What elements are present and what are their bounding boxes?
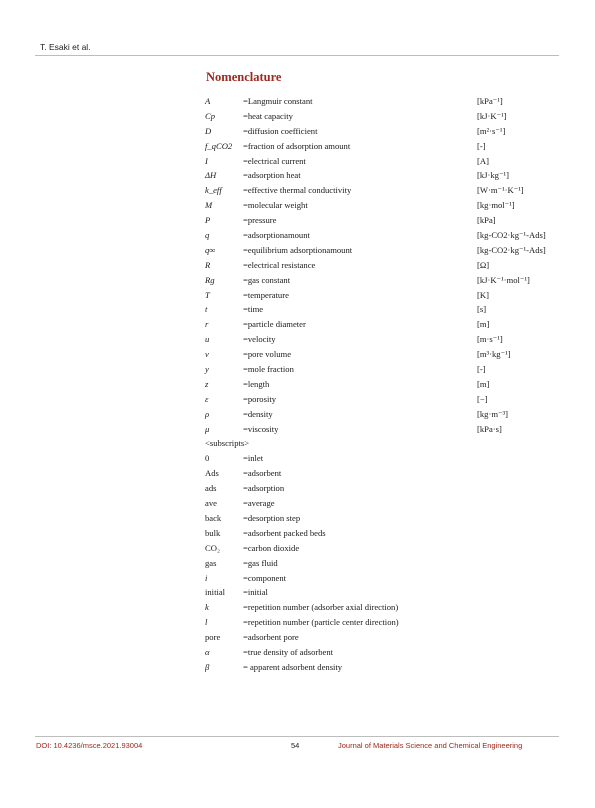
list-item <box>205 556 555 571</box>
symbol: P <box>205 215 211 226</box>
definition: =adsorbent packed beds <box>243 527 326 538</box>
unit: [kPa] <box>477 215 496 226</box>
definition: =molecular weight <box>243 200 308 211</box>
subscript: ads <box>205 483 217 494</box>
symbol: k_eff <box>205 185 222 196</box>
symbol: μ <box>205 423 210 434</box>
subscript: i <box>205 572 208 583</box>
definition: =porosity <box>243 393 277 404</box>
definition: =repetition number (adsorber axial direction) <box>243 602 399 613</box>
list-item <box>205 585 555 600</box>
subscript: gas <box>205 557 217 568</box>
definition: =fraction of adsorption amount <box>243 140 351 151</box>
definition: =adsorptionamount <box>243 230 310 241</box>
list-item <box>205 258 555 273</box>
definition: =pressure <box>243 215 277 226</box>
symbol: r <box>205 319 209 330</box>
list-item <box>205 168 555 183</box>
subscript: ave <box>205 498 217 509</box>
unit: [m] <box>477 378 490 389</box>
symbol: M <box>205 200 213 211</box>
definition: =gas fluid <box>243 557 278 568</box>
subscript: α <box>205 646 210 657</box>
definition: =average <box>243 498 275 509</box>
unit: [-] <box>477 140 486 151</box>
list-item <box>205 407 555 422</box>
definition: =adsorbent <box>243 468 282 479</box>
definition: =mole fraction <box>243 364 294 375</box>
definition: =equilibrium adsorptionamount <box>243 244 353 255</box>
unit: [kPa·s] <box>477 423 502 434</box>
list-item <box>205 183 555 198</box>
unit: [kJ·K⁻¹] <box>477 110 507 121</box>
unit: [s] <box>477 304 487 315</box>
page-number: 54 <box>291 741 300 750</box>
definition: =gas constant <box>243 274 291 285</box>
list-item <box>205 541 555 556</box>
list-item <box>205 496 555 511</box>
symbol: D <box>205 125 212 136</box>
list-item <box>205 571 555 586</box>
subscript: CO₂ <box>205 542 220 553</box>
list-item <box>205 451 555 466</box>
symbol: I <box>205 155 208 166</box>
unit: [kg-CO2·kg⁻¹-Ads] <box>477 230 546 241</box>
definition: =pore volume <box>243 349 292 360</box>
unit: [kg-CO2·kg⁻¹-Ads] <box>477 244 546 255</box>
journal-link[interactable]: Journal of Materials Science and Chemical Engineering <box>338 741 523 750</box>
list-item <box>205 481 555 496</box>
list-item <box>205 362 555 377</box>
unit: [kJ·K⁻¹·mol⁻¹] <box>477 274 530 285</box>
nomenclature-list <box>205 94 555 675</box>
definition: =effective thermal conductivity <box>243 185 352 196</box>
unit: [m³·kg⁻¹] <box>477 349 511 360</box>
definition: =temperature <box>243 289 289 300</box>
list-item <box>205 600 555 615</box>
list-item <box>205 630 555 645</box>
list-item <box>205 213 555 228</box>
list-item <box>205 511 555 526</box>
unit: [−] <box>477 393 488 404</box>
subscripts-heading <box>205 436 555 451</box>
definition: =repetition number (particle center direction) <box>243 617 399 628</box>
list-item <box>205 198 555 213</box>
unit: [kg·mol⁻¹] <box>477 200 515 211</box>
definition: =density <box>243 408 273 419</box>
unit: [A] <box>477 155 489 166</box>
footer-divider <box>35 736 559 737</box>
symbol: Cp <box>205 110 216 121</box>
symbol: q <box>205 230 210 241</box>
list-item <box>205 317 555 332</box>
definition: =carbon dioxide <box>243 542 300 553</box>
definition: =time <box>243 304 264 315</box>
definition: =component <box>243 572 287 583</box>
definition: = apparent adsorbent density <box>243 661 343 672</box>
definition: =velocity <box>243 334 276 345</box>
symbol: R <box>205 259 211 270</box>
definition: =initial <box>243 587 268 598</box>
symbol: T <box>205 289 210 300</box>
list-item <box>205 273 555 288</box>
symbol: Rg <box>205 274 215 285</box>
definition: =desorption step <box>243 512 301 523</box>
running-header-author: T. Esaki et al. <box>40 42 91 52</box>
section-title: Nomenclature <box>206 70 282 84</box>
unit: [K] <box>477 289 489 300</box>
list-item <box>205 288 555 303</box>
list-item <box>205 332 555 347</box>
header-divider <box>35 55 559 56</box>
subscript: 0 <box>205 453 210 464</box>
list-item <box>205 615 555 630</box>
subscript: l <box>205 617 208 628</box>
list-item <box>205 466 555 481</box>
list-item <box>205 109 555 124</box>
symbol: ε <box>205 393 209 404</box>
definition: =diffusion coefficient <box>243 125 318 136</box>
list-item <box>205 660 555 675</box>
doi-link[interactable]: DOI: 10.4236/msce.2021.93004 <box>36 741 143 750</box>
unit: [-] <box>477 364 486 375</box>
list-item <box>205 645 555 660</box>
unit: [kPa⁻¹] <box>477 96 503 106</box>
definition: =electrical resistance <box>243 259 316 270</box>
symbol: f_qCO2 <box>205 140 233 151</box>
symbol: ρ <box>205 408 210 419</box>
list-item <box>205 124 555 139</box>
subscripts-heading-text: <subscripts> <box>205 438 250 449</box>
definition: =length <box>243 378 270 389</box>
definition: =electrical current <box>243 155 306 166</box>
definition: =true density of adsorbent <box>243 646 334 657</box>
unit: [m] <box>477 319 490 330</box>
subscript: back <box>205 512 222 523</box>
list-item <box>205 94 555 109</box>
list-item <box>205 302 555 317</box>
symbol: u <box>205 334 210 345</box>
subscript: Ads <box>205 468 219 479</box>
definition: =Langmuir constant <box>243 96 313 106</box>
definition: =heat capacity <box>243 110 293 121</box>
subscript: initial <box>205 587 226 598</box>
definition: =particle diameter <box>243 319 306 330</box>
subscript: k <box>205 602 209 613</box>
subscript: pore <box>205 632 221 643</box>
unit: [kg·m⁻³] <box>477 408 508 419</box>
list-item <box>205 154 555 169</box>
list-item <box>205 377 555 392</box>
symbol: q∞ <box>205 244 216 255</box>
list-item <box>205 243 555 258</box>
subscript: bulk <box>205 527 221 538</box>
unit: [m·s⁻¹] <box>477 334 503 345</box>
list-item <box>205 422 555 437</box>
symbol: z <box>205 378 209 389</box>
symbol: t <box>205 304 208 315</box>
definition: =adsorption heat <box>243 170 301 181</box>
unit: [W·m⁻¹·K⁻¹] <box>477 185 524 196</box>
symbol: A <box>205 96 211 106</box>
list-item <box>205 392 555 407</box>
definition: =viscosity <box>243 423 279 434</box>
symbol: v <box>205 349 209 360</box>
definition: =inlet <box>243 453 264 464</box>
unit: [m²·s⁻¹] <box>477 125 506 136</box>
definition: =adsorption <box>243 483 285 494</box>
definition: =adsorbent pore <box>243 632 299 643</box>
list-item <box>205 228 555 243</box>
list-item <box>205 526 555 541</box>
symbol: y <box>205 364 209 375</box>
list-item <box>205 347 555 362</box>
list-item <box>205 139 555 154</box>
symbol: ΔH <box>205 170 217 181</box>
subscript: β <box>205 661 210 672</box>
unit: [Ω] <box>477 259 490 270</box>
unit: [kJ·kg⁻¹] <box>477 170 509 181</box>
